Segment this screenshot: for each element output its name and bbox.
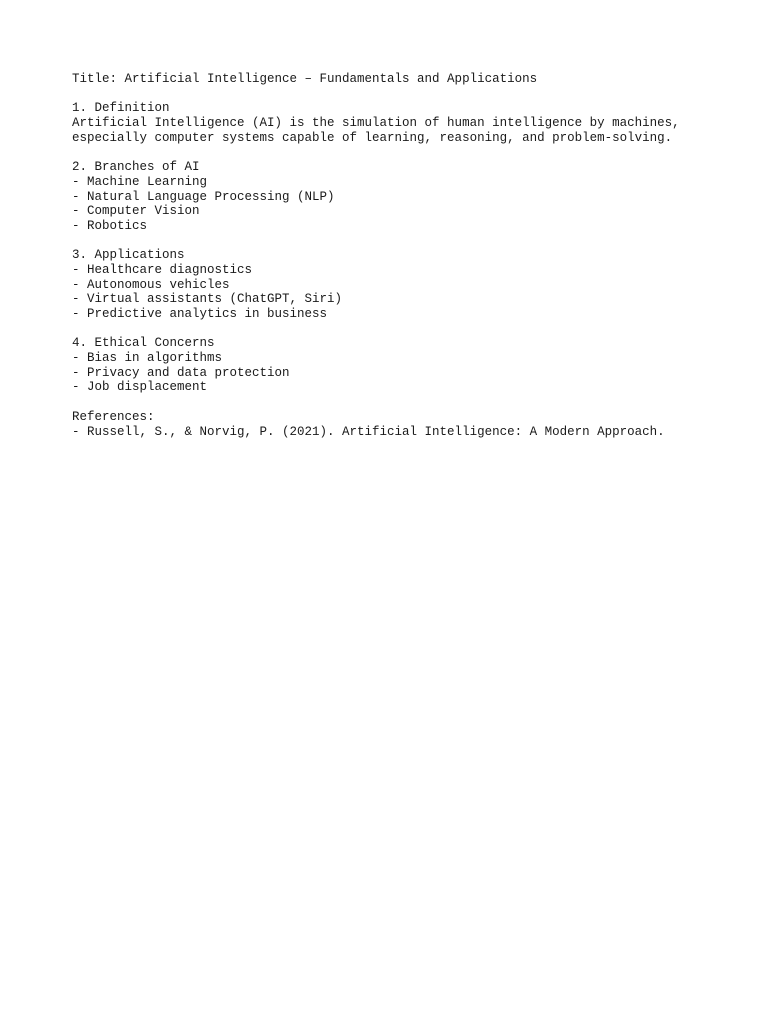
section-applications [72, 248, 728, 321]
section-branches [72, 160, 728, 233]
section-ethical-concerns [72, 336, 728, 395]
list-item: - Privacy and data protection [72, 365, 290, 380]
definition-text-line: especially computer systems capable of learning, reasoning, and problem-solving. [72, 130, 673, 145]
branches-list [72, 175, 728, 234]
ethical-concerns-list [72, 351, 728, 395]
applications-list [72, 263, 728, 322]
section-definition [72, 101, 728, 145]
list-item: - Healthcare diagnostics [72, 262, 253, 277]
list-item: - Autonomous vehicles [72, 277, 230, 292]
definition-text-line: Artificial Intelligence (AI) is the simulation of human intelligence by machines, [72, 116, 680, 131]
reference-item: - Russell, S., & Norvig, P. (2021). Artificial Intelligence: A Modern Approach. [72, 424, 665, 439]
list-item: - Robotics [72, 218, 148, 233]
list-item: - Virtual assistants (ChatGPT, Siri) [72, 292, 343, 307]
list-item: - Predictive analytics in business [72, 307, 328, 321]
section-heading-references: References: [72, 409, 155, 424]
section-heading-branches: 2. Branches of AI [72, 160, 200, 175]
list-item: - Bias in algorithms [72, 351, 223, 366]
document-title: Title: Artificial Intelligence – Fundamentals and Applications [72, 72, 538, 86]
list-item: - Computer Vision [72, 204, 200, 219]
section-heading-applications: 3. Applications [72, 248, 185, 263]
list-item: - Job displacement [72, 380, 208, 395]
references-list [72, 425, 728, 440]
list-item: - Natural Language Processing (NLP) [72, 189, 335, 204]
section-heading-definition: 1. Definition [72, 101, 170, 116]
section-heading-ethical-concerns: 4. Ethical Concerns [72, 336, 215, 351]
section-references [72, 410, 728, 439]
list-item: - Machine Learning [72, 174, 208, 189]
